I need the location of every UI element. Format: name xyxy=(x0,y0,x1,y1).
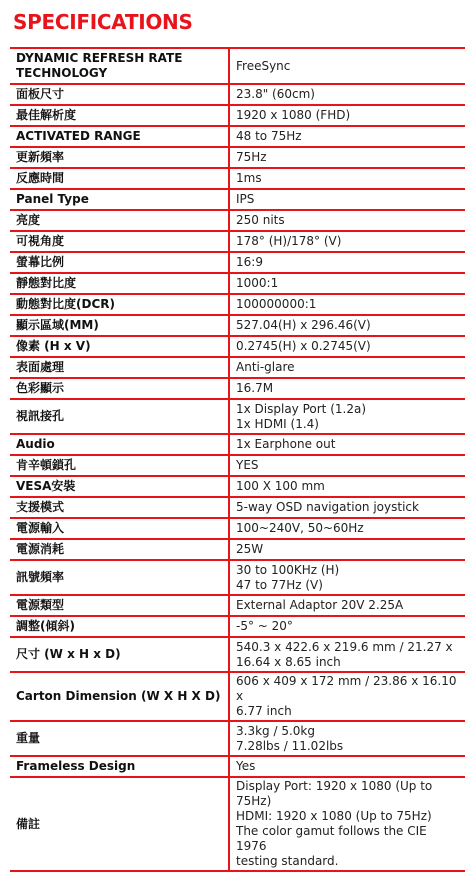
spec-label: 電源輸入 xyxy=(10,519,230,540)
spec-value: 25W xyxy=(230,540,465,561)
spec-label: 視訊接孔 xyxy=(10,400,230,435)
spec-value: 48 to 75Hz xyxy=(230,127,465,148)
spec-label: 尺寸 (W x H x D) xyxy=(10,638,230,673)
spec-label: 訊號頻率 xyxy=(10,561,230,596)
spec-row xyxy=(10,498,465,519)
spec-label: 可視角度 xyxy=(10,232,230,253)
spec-row xyxy=(10,106,465,127)
spec-row xyxy=(10,85,465,106)
spec-label: DYNAMIC REFRESH RATE TECHNOLOGY xyxy=(10,49,230,85)
spec-value: 540.3 x 422.6 x 219.6 mm / 21.27 x 16.64 x 8.65 inch xyxy=(230,638,465,673)
spec-value: 1ms xyxy=(230,169,465,190)
spec-label: 重量 xyxy=(10,722,230,757)
spec-value: FreeSync xyxy=(230,49,465,85)
spec-row xyxy=(10,400,465,435)
spec-row xyxy=(10,49,465,85)
spec-value: 1x Display Port (1.2a) 1x HDMI (1.4) xyxy=(230,400,465,435)
spec-label: 更新頻率 xyxy=(10,148,230,169)
spec-value: 16.7M xyxy=(230,379,465,400)
spec-value: 16:9 xyxy=(230,253,465,274)
spec-label: ACTIVATED RANGE xyxy=(10,127,230,148)
spec-value: 100 X 100 mm xyxy=(230,477,465,498)
spec-row xyxy=(10,757,465,778)
spec-row xyxy=(10,778,465,872)
spec-row xyxy=(10,232,465,253)
spec-row xyxy=(10,456,465,477)
spec-row xyxy=(10,722,465,757)
spec-row xyxy=(10,477,465,498)
spec-label: 亮度 xyxy=(10,211,230,232)
spec-value: 178° (H)/178° (V) xyxy=(230,232,465,253)
spec-label: 靜態對比度 xyxy=(10,274,230,295)
spec-row xyxy=(10,148,465,169)
spec-label: 調整(傾斜) xyxy=(10,617,230,638)
spec-value: 3.3kg / 5.0kg 7.28lbs / 11.02lbs xyxy=(230,722,465,757)
spec-value: 1920 x 1080 (FHD) xyxy=(230,106,465,127)
spec-value: 250 nits xyxy=(230,211,465,232)
spec-value: Yes xyxy=(230,757,465,778)
spec-label: Carton Dimension (W X H X D) xyxy=(10,673,230,722)
spec-row xyxy=(10,540,465,561)
spec-row xyxy=(10,169,465,190)
spec-label: 面板尺寸 xyxy=(10,85,230,106)
spec-value: 30 to 100KHz (H) 47 to 77Hz (V) xyxy=(230,561,465,596)
spec-row xyxy=(10,379,465,400)
spec-value: Anti-glare xyxy=(230,358,465,379)
spec-value: 527.04(H) x 296.46(V) xyxy=(230,316,465,337)
spec-label: 顯示區域(MM) xyxy=(10,316,230,337)
spec-row xyxy=(10,617,465,638)
spec-label: VESA安裝 xyxy=(10,477,230,498)
spec-label: 肯辛頓鎖孔 xyxy=(10,456,230,477)
spec-row xyxy=(10,127,465,148)
spec-label: Audio xyxy=(10,435,230,456)
spec-value: 100~240V, 50~60Hz xyxy=(230,519,465,540)
spec-row xyxy=(10,274,465,295)
spec-value: YES xyxy=(230,456,465,477)
spec-label: 反應時間 xyxy=(10,169,230,190)
spec-row xyxy=(10,190,465,211)
spec-row xyxy=(10,295,465,316)
spec-label: 表面處理 xyxy=(10,358,230,379)
spec-value: 75Hz xyxy=(230,148,465,169)
spec-value: Display Port: 1920 x 1080 (Up to 75Hz) HDMI: 1920 x 1080 (Up to 75Hz) The color gamut follows the CIE 1976 testing standard. xyxy=(230,778,465,872)
spec-row xyxy=(10,638,465,673)
spec-label: 螢幕比例 xyxy=(10,253,230,274)
spec-row xyxy=(10,253,465,274)
spec-value: 1x Earphone out xyxy=(230,435,465,456)
spec-value: 606 x 409 x 172 mm / 23.86 x 16.10 x 6.77 inch xyxy=(230,673,465,722)
spec-label: 支援模式 xyxy=(10,498,230,519)
spec-row xyxy=(10,211,465,232)
spec-value: 1000:1 xyxy=(230,274,465,295)
spec-label: Frameless Design xyxy=(10,757,230,778)
spec-label: 色彩顯示 xyxy=(10,379,230,400)
spec-label: 動態對比度(DCR) xyxy=(10,295,230,316)
spec-label: 最佳解析度 xyxy=(10,106,230,127)
spec-label: 備註 xyxy=(10,778,230,872)
spec-row xyxy=(10,673,465,722)
spec-row xyxy=(10,561,465,596)
spec-label: Panel Type xyxy=(10,190,230,211)
page-title: SPECIFICATIONS xyxy=(13,10,193,34)
spec-label: 像素 (H x V) xyxy=(10,337,230,358)
spec-label: 電源消耗 xyxy=(10,540,230,561)
spec-value: External Adaptor 20V 2.25A xyxy=(230,596,465,617)
spec-value: 5-way OSD navigation joystick xyxy=(230,498,465,519)
spec-row xyxy=(10,435,465,456)
spec-table xyxy=(10,47,465,872)
spec-row xyxy=(10,358,465,379)
spec-value: -5° ~ 20° xyxy=(230,617,465,638)
spec-value: IPS xyxy=(230,190,465,211)
spec-table-body xyxy=(10,49,465,872)
spec-value: 100000000:1 xyxy=(230,295,465,316)
spec-label: 電源類型 xyxy=(10,596,230,617)
spec-row xyxy=(10,337,465,358)
spec-value: 0.2745(H) x 0.2745(V) xyxy=(230,337,465,358)
spec-row xyxy=(10,316,465,337)
spec-row xyxy=(10,519,465,540)
spec-row xyxy=(10,596,465,617)
spec-value: 23.8" (60cm) xyxy=(230,85,465,106)
